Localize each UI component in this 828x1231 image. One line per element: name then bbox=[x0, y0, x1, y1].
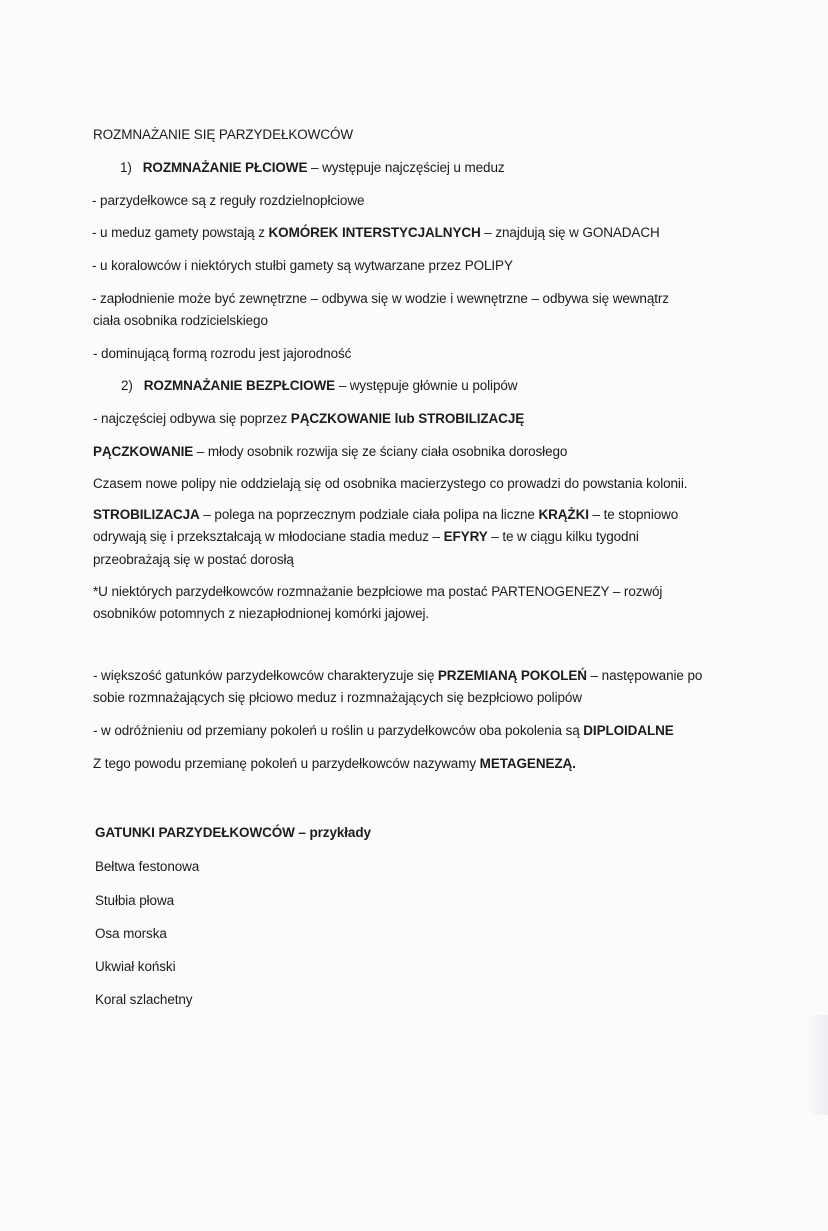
parthenogenesis-line-2: osobników potomnych z niezapłodnionej komórki jajowej. bbox=[93, 606, 430, 621]
strobilation-term: STROBILIZACJA bbox=[93, 507, 200, 522]
metagenesis-line bbox=[93, 755, 576, 773]
parthenogenesis-line-1: *U niektórych parzydełkowców rozmnażanie bezpłciowe ma postać PARTENOGENEZY – rozwój bbox=[93, 584, 663, 599]
section-1-title: ROZMNAŻANIE PŁCIOWE bbox=[142, 160, 308, 175]
species-item: Bełtwa festonowa bbox=[95, 859, 200, 874]
alternation-bold: PRZEMIANĄ POKOLEŃ bbox=[437, 668, 587, 683]
strobilation-text2: – te stopniowo bbox=[588, 507, 679, 522]
strobilation-line-1 bbox=[93, 506, 678, 524]
species-item: Stułbia płowa bbox=[95, 893, 175, 908]
section-2-title: ROZMNAŻANIE BEZPŁCIOWE bbox=[143, 378, 336, 393]
gametes-pre: - u meduz gamety powstają z bbox=[92, 225, 269, 240]
page-edge-shadow bbox=[806, 1015, 828, 1115]
strobilation-line-2 bbox=[93, 528, 639, 546]
fertilization-line-2: ciała osobnika rodzicielskiego bbox=[93, 313, 268, 328]
strobilation-text1: – polega na poprzecznym podziale ciała polipa na liczne bbox=[199, 507, 539, 522]
section-1-number: 1) bbox=[120, 160, 132, 175]
fertilization-line-1: - zapłodnienie może być zewnętrzne – odbywa się w wodzie i wewnętrzne – odbywa się wewnątrz bbox=[92, 291, 669, 306]
diploid-line bbox=[93, 722, 674, 740]
strobilation-line-3: przeobrażają się w postać dorosłą bbox=[93, 552, 294, 567]
asexual-methods-pre: - najczęściej odbywa się poprzez bbox=[93, 411, 291, 426]
section-1-desc: – występuje najczęściej u meduz bbox=[307, 160, 505, 175]
species-item: Osa morska bbox=[95, 926, 167, 941]
asexual-methods-line bbox=[93, 410, 524, 428]
section-1-heading bbox=[120, 159, 505, 177]
metagenesis-bold: METAGENEZĄ. bbox=[479, 756, 576, 771]
gametes-bold: KOMÓREK INTERSTYCJALNYCH bbox=[268, 225, 481, 240]
budding-def: – młody osobnik rozwija się ze ściany ciała osobnika dorosłego bbox=[193, 444, 568, 459]
asexual-methods-bold: PĄCZKOWANIE lub STROBILIZACJĘ bbox=[290, 411, 525, 426]
dominant-line: - dominującą formą rozrodu jest jajorodność bbox=[93, 346, 352, 361]
strobilation-line2-post: – te w ciągu kilku tygodni bbox=[487, 529, 639, 544]
diploid-bold: DIPLOIDALNE bbox=[583, 723, 674, 738]
alternation-line-1 bbox=[93, 667, 702, 685]
alternation-post: – następowanie po bbox=[586, 668, 703, 683]
document-title: ROZMNAŻANIE SIĘ PARZYDEŁKOWCÓW bbox=[93, 127, 354, 142]
budding-line bbox=[93, 443, 567, 461]
sexual-point-1: - parzydełkowce są z reguły rozdzielnopłciowe bbox=[92, 193, 365, 208]
polyps-line: - u koralowców i niektórych stułbi gamety są wytwarzane przez POLIPY bbox=[92, 258, 513, 273]
metagenesis-pre: Z tego powodu przemianę pokoleń u parzydełkowców nazywamy bbox=[93, 756, 480, 771]
colony-line: Czasem nowe polipy nie oddzielają się od osobnika macierzystego co prowadzi do powstania kolonii. bbox=[93, 476, 688, 491]
strobilation-ephyra: EFYRY bbox=[443, 529, 488, 544]
section-2-number: 2) bbox=[121, 378, 133, 393]
budding-term: PĄCZKOWANIE bbox=[93, 444, 194, 459]
section-2-desc: – występuje głównie u polipów bbox=[335, 378, 518, 393]
diploid-pre: - w odróżnieniu od przemiany pokoleń u roślin u parzydełkowców oba pokolenia są bbox=[93, 723, 584, 738]
species-item: Koral szlachetny bbox=[95, 992, 193, 1007]
section-2-heading bbox=[121, 377, 517, 395]
alternation-line-2: sobie rozmnażających się płciowo meduz i rozmnażających się bezpłciowo polipów bbox=[93, 690, 582, 705]
strobilation-discs: KRĄŻKI bbox=[538, 507, 589, 522]
species-item: Ukwiał koński bbox=[95, 959, 176, 974]
strobilation-line2-pre: odrywają się i przekształcają w młodociane stadia meduz – bbox=[93, 529, 444, 544]
gametes-post: – znajdują się w GONADACH bbox=[480, 225, 660, 240]
gametes-line bbox=[92, 224, 660, 242]
alternation-pre: - większość gatunków parzydełkowców charakteryzuje się bbox=[93, 668, 438, 683]
species-heading: GATUNKI PARZYDEŁKOWCÓW – przykłady bbox=[95, 825, 371, 840]
